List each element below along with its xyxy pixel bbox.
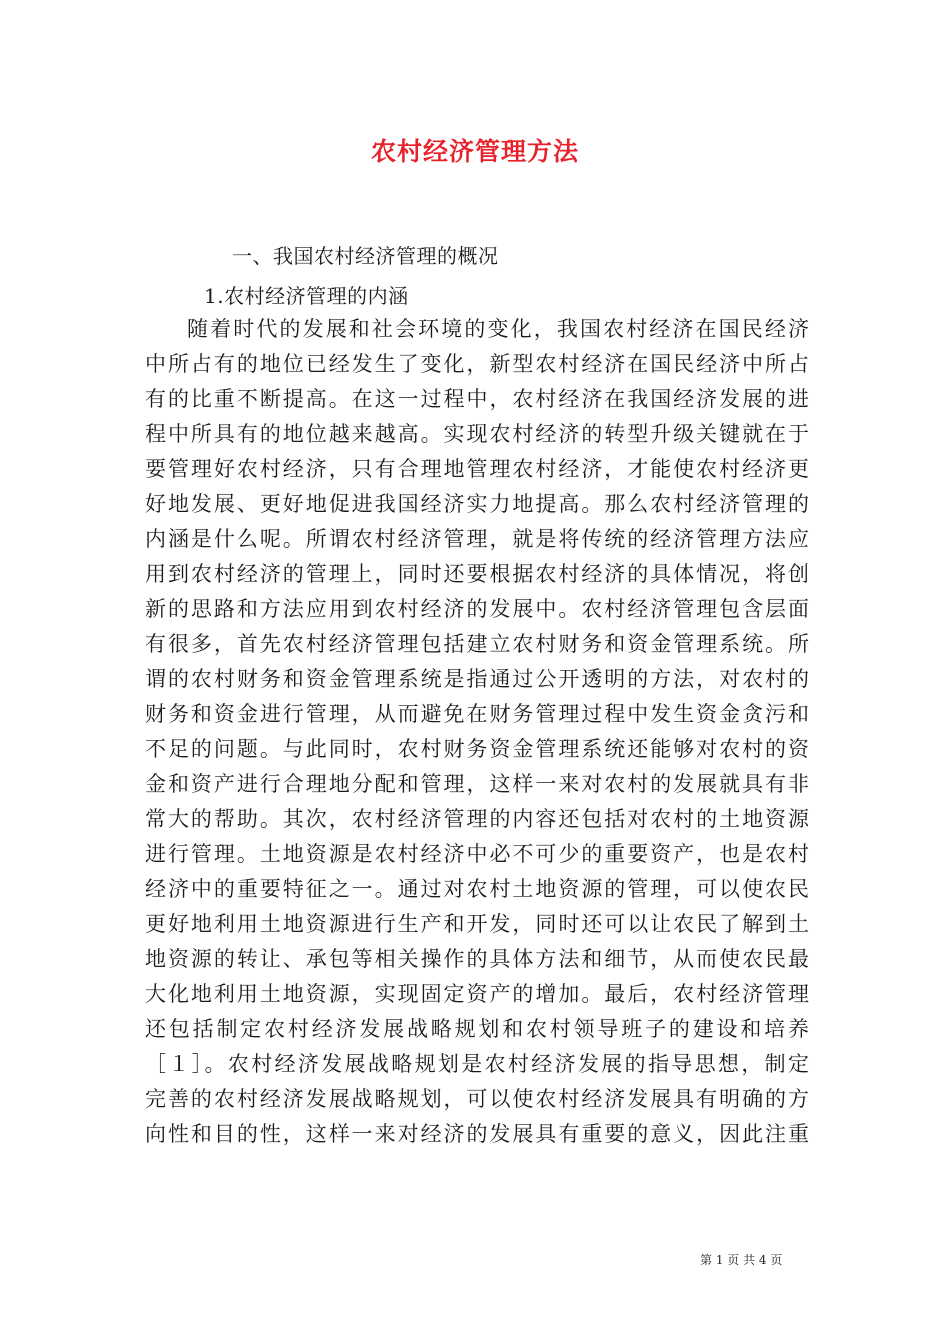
paragraph-line: 谓的农村财务和资金管理系统是指通过公开透明的方法，对农村的 — [145, 667, 809, 691]
paragraph-line: 有很多，首先农村经济管理包括建立农村财务和资金管理系统。所 — [145, 632, 809, 656]
paragraph-line: 要管理好农村经济，只有合理地管理农村经济，才能使农村经济更 — [145, 457, 809, 481]
section-heading: 一、我国农村经济管理的概况 — [232, 244, 499, 268]
paragraph-line: 有的比重不断提高。在这一过程中，农村经济在我国经济发展的进 — [145, 387, 809, 411]
paragraph-line: ［１］。农村经济发展战略规划是农村经济发展的指导思想，制定 — [145, 1052, 809, 1076]
paragraph-line: 常大的帮助。其次，农村经济管理的内容还包括对农村的土地资源 — [145, 807, 809, 831]
paragraph-line: 完善的农村经济发展战略规划，可以使农村经济发展具有明确的方 — [145, 1087, 809, 1111]
paragraph-line: 更好地利用土地资源进行生产和开发，同时还可以让农民了解到土 — [145, 912, 809, 936]
subsection-heading: 1.农村经济管理的内涵 — [204, 284, 409, 308]
paragraph-line: 大化地利用土地资源，实现固定资产的增加。最后，农村经济管理 — [145, 982, 809, 1006]
page-number: 第 1 页 共 4 页 — [700, 1253, 783, 1267]
paragraph-line: 新的思路和方法应用到农村经济的发展中。农村经济管理包含层面 — [145, 597, 809, 621]
paragraph-line: 好地发展、更好地促进我国经济实力地提高。那么农村经济管理的 — [145, 492, 809, 516]
paragraph-line: 内涵是什么呢。所谓农村经济管理，就是将传统的经济管理方法应 — [145, 527, 809, 551]
paragraph-line: 进行管理。土地资源是农村经济中必不可少的重要资产，也是农村 — [145, 842, 809, 866]
paragraph-line: 金和资产进行合理地分配和管理，这样一来对农村的发展就具有非 — [145, 772, 809, 796]
paragraph-line: 财务和资金进行管理，从而避免在财务管理过程中发生资金贪污和 — [145, 702, 809, 726]
paragraph-line: 还包括制定农村经济发展战略规划和农村领导班子的建设和培养 — [145, 1017, 809, 1041]
document-title: 农村经济管理方法 — [370, 137, 579, 166]
paragraph-line: 中所占有的地位已经发生了变化，新型农村经济在国民经济中所占 — [145, 352, 809, 376]
body-paragraph — [145, 312, 809, 1152]
paragraph-line: 不足的问题。与此同时，农村财务资金管理系统还能够对农村的资 — [145, 737, 809, 761]
paragraph-line: 经济中的重要特征之一。通过对农村土地资源的管理，可以使农民 — [145, 877, 809, 901]
paragraph-line: 地资源的转让、承包等相关操作的具体方法和细节，从而使农民最 — [145, 947, 809, 971]
paragraph-line: 用到农村经济的管理上，同时还要根据农村经济的具体情况，将创 — [145, 562, 809, 586]
paragraph-line: 随着时代的发展和社会环境的变化，我国农村经济在国民经济 — [187, 317, 809, 341]
paragraph-line: 向性和目的性，这样一来对经济的发展具有重要的意义，因此注重 — [145, 1122, 809, 1146]
paragraph-line: 程中所具有的地位越来越高。实现农村经济的转型升级关键就在于 — [145, 422, 809, 446]
